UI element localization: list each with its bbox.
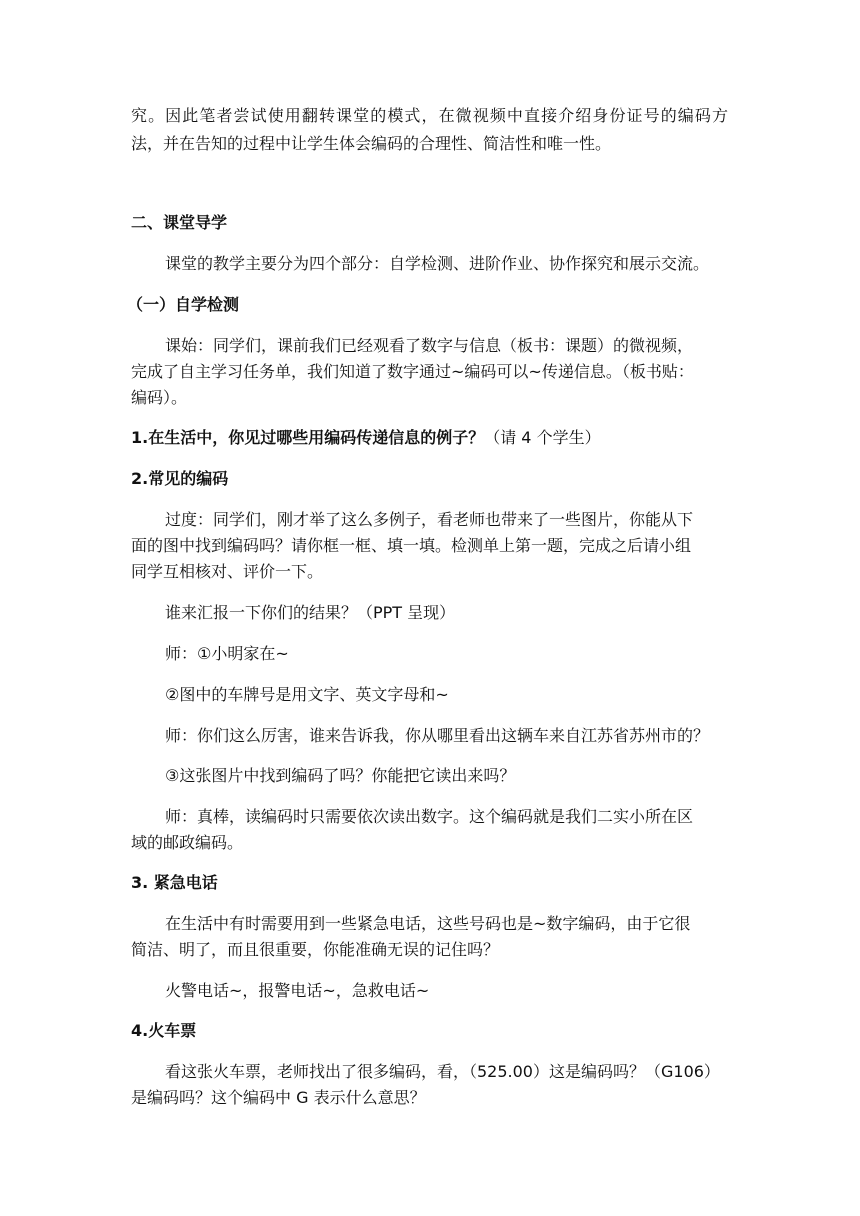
paragraph-line: 火警电话~，报警电话~，急救电话~	[165, 981, 430, 1000]
item-heading: 2.常见的编码	[131, 469, 229, 488]
item-heading: 3. 紧急电话	[131, 873, 218, 892]
paragraph-line: 师：你们这么厉害，谁来告诉我，你从哪里看出这辆车来自江苏省苏州市的？	[165, 726, 710, 745]
paragraph-line: 看这张火车票，老师找出了很多编码，看，（525.00）这是编码吗？（G106）	[165, 1062, 720, 1081]
item-note: （请 4 个学生）	[484, 428, 601, 447]
paragraph-line: 简洁、明了，而且很重要，你能准确无误的记住吗？	[131, 940, 500, 959]
paragraph-line: 师：①小明家在~	[165, 644, 289, 663]
paragraph-line: 是编码吗？这个编码中 G 表示什么意思？	[131, 1088, 426, 1107]
item-heading: 4.火车票	[131, 1021, 197, 1040]
subsection-heading: （一）自学检测	[127, 295, 240, 314]
intro-line-1: 究。因此笔者尝试使用翻转课堂的模式，在微视频中直接介绍身份证号的编码方	[131, 106, 728, 125]
item-1-line	[131, 428, 601, 448]
paragraph-line: 谁来汇报一下你们的结果？（PPT 呈现）	[165, 603, 456, 622]
paragraph-line: 同学互相核对、评价一下。	[131, 562, 324, 581]
intro-line-2: 法，并在告知的过程中让学生体会编码的合理性、简洁性和唯一性。	[131, 134, 612, 153]
paragraph-line: 过度：同学们，刚才举了这么多例子，看老师也带来了一些图片，你能从下	[165, 510, 694, 529]
paragraph-line: ②图中的车牌号是用文字、英文字母和~	[165, 685, 449, 704]
paragraph-line: 编码）。	[131, 388, 188, 407]
paragraph-line: 课始：同学们，课前我们已经观看了数字与信息（板书：课题）的微视频，	[165, 336, 694, 355]
paragraph-line: 在生活中有时需要用到一些紧急电话，这些号码也是~数字编码，由于它很	[165, 914, 691, 933]
item-heading: 1.在生活中，你见过哪些用编码传递信息的例子？	[131, 428, 485, 447]
paragraph-line: ③这张图片中找到编码了吗？你能把它读出来吗？	[165, 766, 516, 785]
paragraph-line: 师：真棒，读编码时只需要依次读出数字。这个编码就是我们二实小所在区	[165, 807, 694, 826]
paragraph-line: 完成了自主学习任务单，我们知道了数字通过~编码可以~传递信息。（板书贴：	[131, 362, 694, 381]
paragraph-line: 面的图中找到编码吗？请你框一框、填一填。检测单上第一题，完成之后请小组	[131, 536, 692, 555]
section-heading: 二、课堂导学	[131, 213, 228, 232]
paragraph-line: 域的邮政编码。	[131, 833, 244, 852]
section-overview: 课堂的教学主要分为四个部分：自学检测、进阶作业、协作探究和展示交流。	[165, 254, 710, 273]
